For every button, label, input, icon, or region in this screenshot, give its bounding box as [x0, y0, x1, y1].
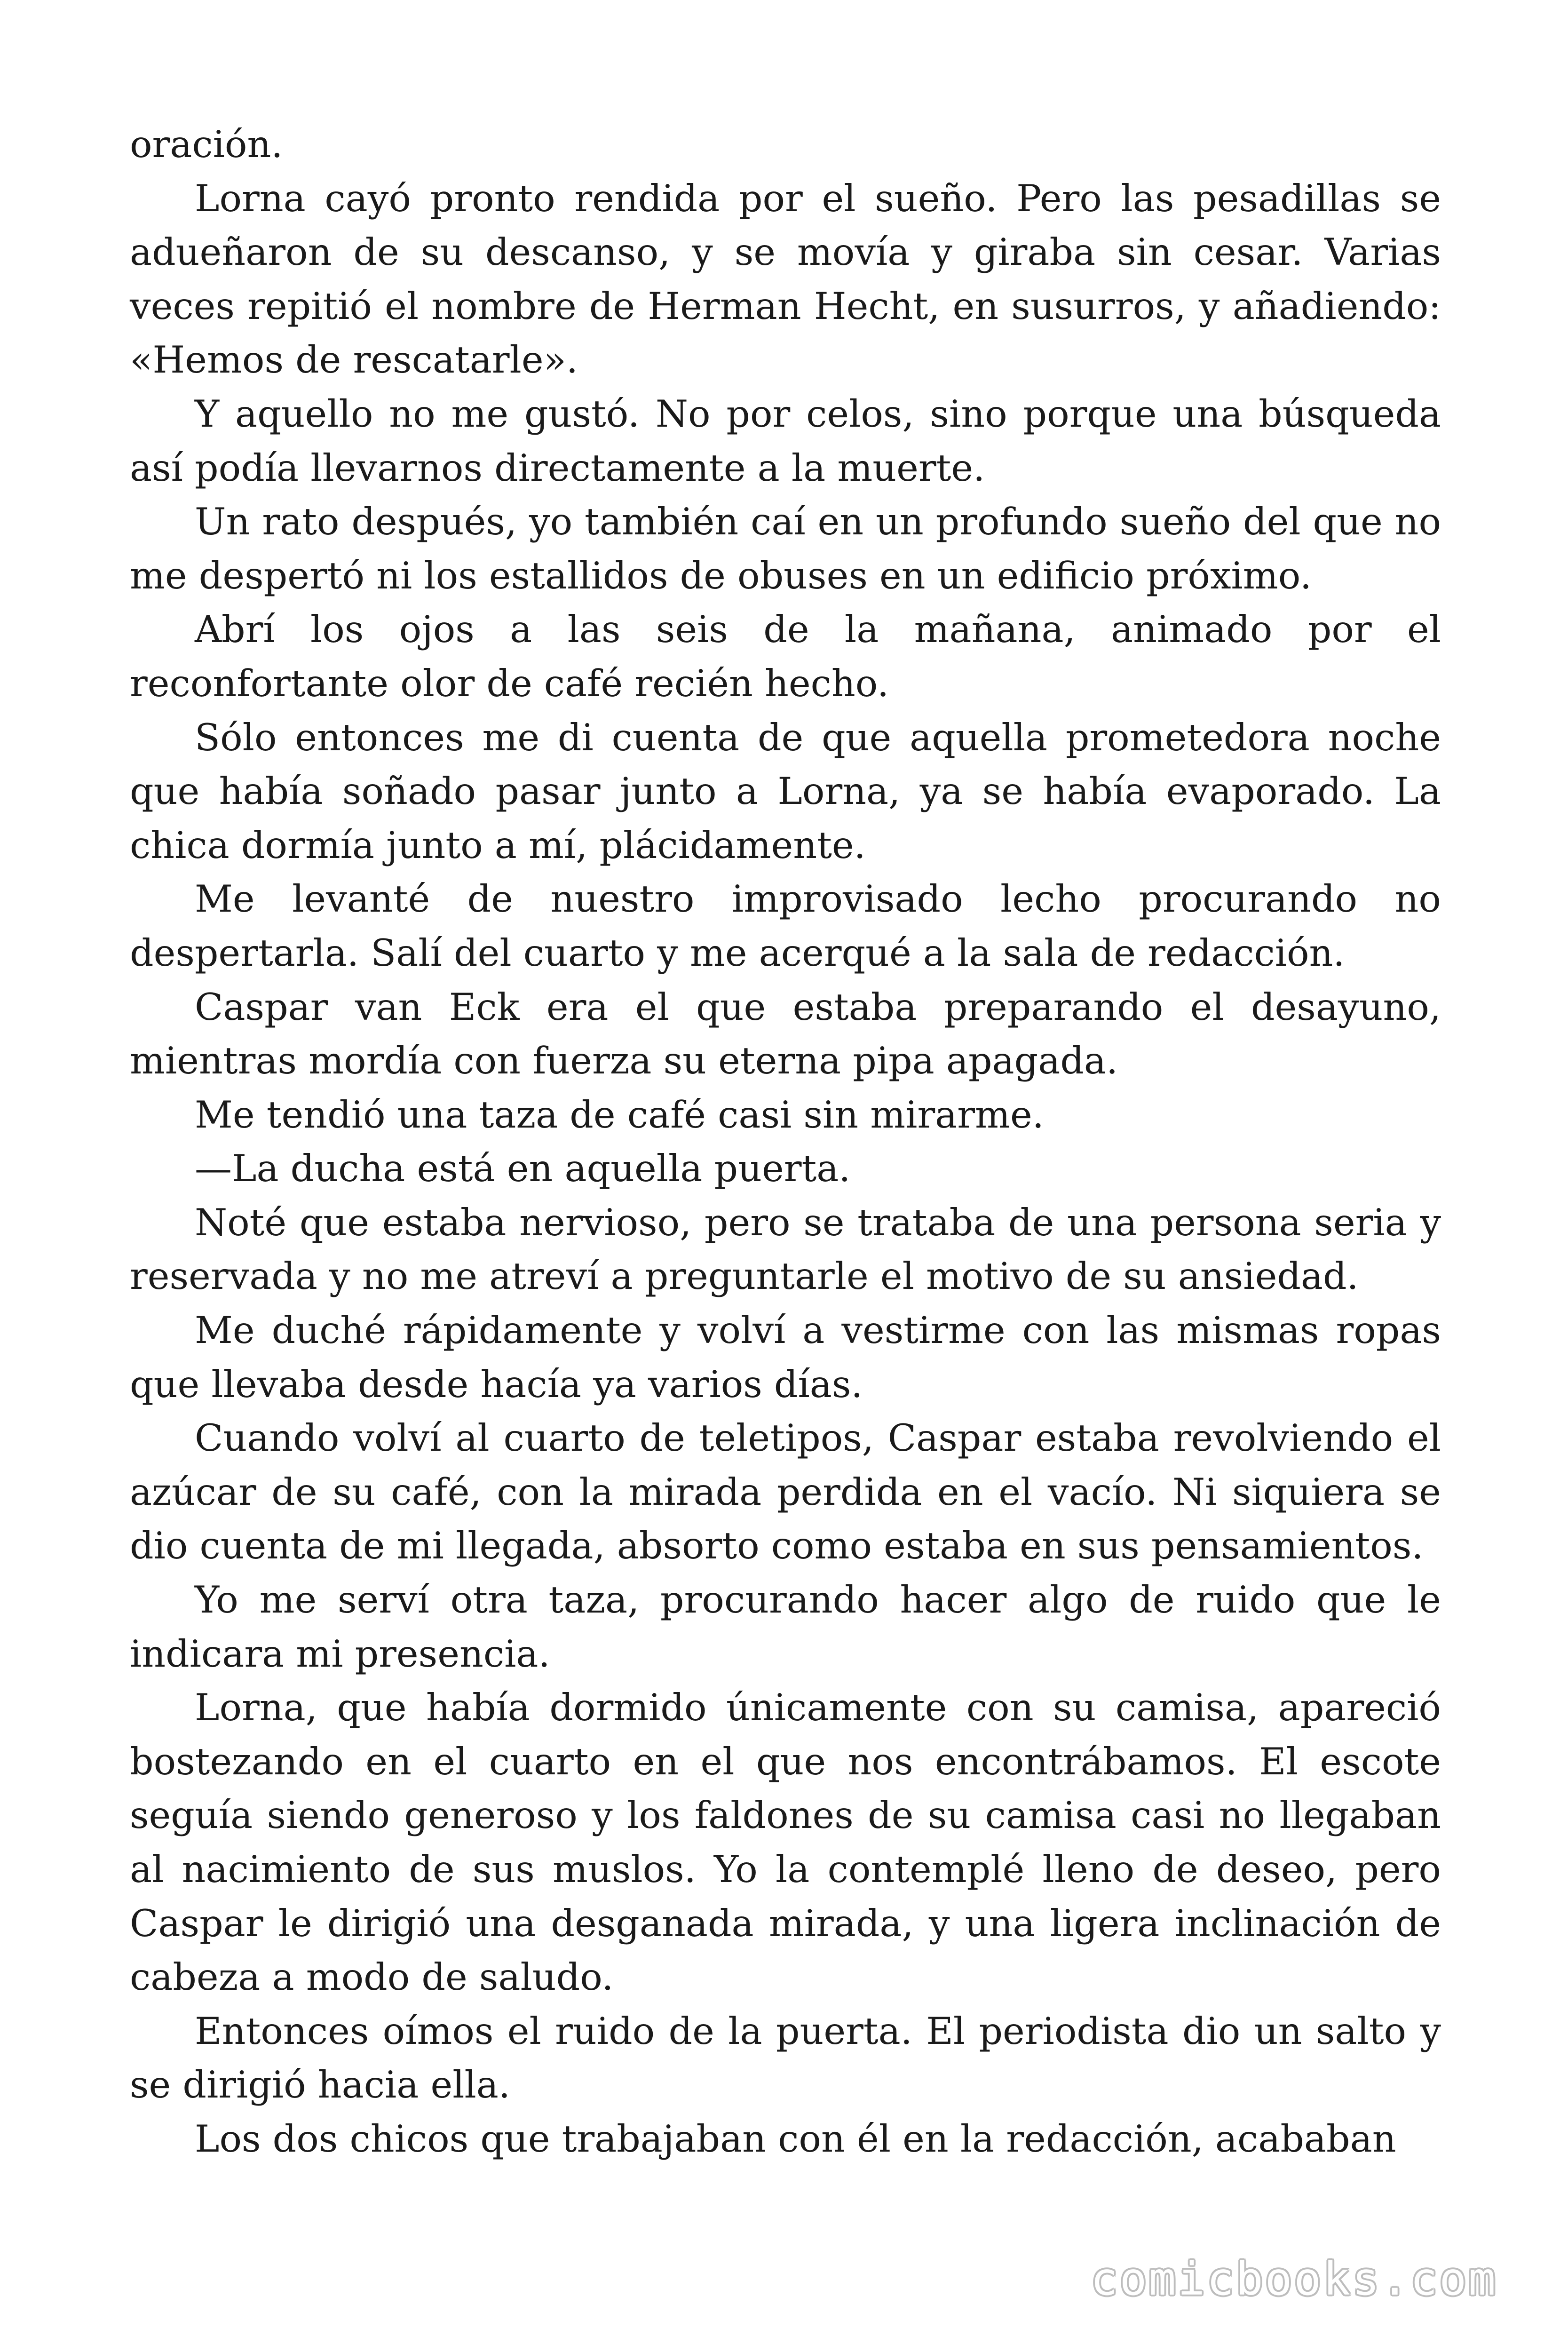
body-text	[130, 118, 1441, 2166]
watermark: comicbooks.com	[1090, 2253, 1497, 2305]
paragraph: Los dos chicos que trabajaban con él en la redacción, acababan	[195, 2117, 1396, 2161]
paragraph: Cuando volví al cuarto de teletipos, Caspar estaba revolviendo el azúcar de su café, con la mirada perdida en el vacío. Ni siquiera se dio cuenta de mi llegada, absorto como estaba en sus pensamientos.	[130, 1416, 1441, 1568]
paragraph: Un rato después, yo también caí en un profundo sueño del que no me despertó ni los estallidos de obuses en un edificio próximo.	[130, 500, 1441, 597]
paragraph: Me duché rápidamente y volví a vestirme con las mismas ropas que llevaba desde hacía ya varios días.	[130, 1309, 1441, 1406]
paragraph: Lorna, que había dormido únicamente con su camisa, apareció bostezando en el cuarto en el que nos encontrábamos. El escote seguía siendo generoso y los faldones de su camisa casi no llegaban al nacimiento de sus muslos. Yo la contemplé lleno de deseo, pero Caspar le dirigió una desganada mirada, y una ligera inclinación de cabeza a modo de saludo.	[130, 1686, 1441, 1999]
paragraph: Yo me serví otra taza, procurando hacer algo de ruido que le indicara mi presencia.	[130, 1578, 1441, 1676]
paragraph: Me levanté de nuestro improvisado lecho procurando no despertarla. Salí del cuarto y me acerqué a la sala de redacción.	[130, 877, 1441, 975]
paragraph: Y aquello no me gustó. No por celos, sino porque una búsqueda así podía llevarnos directamente a la muerte.	[130, 392, 1441, 490]
paragraph: Me tendió una taza de café casi sin mirarme.	[195, 1093, 1044, 1136]
paragraph-dialogue: —La ducha está en aquella puerta.	[195, 1147, 851, 1191]
paragraph: Entonces oímos el ruido de la puerta. El periodista dio un salto y se dirigió hacia ella.	[130, 2009, 1441, 2107]
paragraph: Caspar van Eck era el que estaba preparando el desayuno, mientras mordía con fuerza su eterna pipa apagada.	[130, 985, 1441, 1083]
paragraph: Sólo entonces me di cuenta de que aquella prometedora noche que había soñado pasar junto a Lorna, ya se había evaporado. La chica dormía junto a mí, plácidamente.	[130, 715, 1441, 867]
paragraph-continuation: oración.	[130, 123, 283, 166]
paragraph: Noté que estaba nervioso, pero se trataba de una persona seria y reservada y no me atreví a preguntarle el motivo de su ansiedad.	[130, 1200, 1441, 1298]
paragraph: Abrí los ojos a las seis de la mañana, animado por el reconfortante olor de café recién hecho.	[130, 608, 1441, 705]
paragraph: Lorna cayó pronto rendida por el sueño. Pero las pesadillas se adueñaron de su descanso, y se movía y giraba sin cesar. Varias veces repitió el nombre de Herman Hecht, en susurros, y añadiendo: «Hemos de rescatarle».	[130, 176, 1441, 382]
